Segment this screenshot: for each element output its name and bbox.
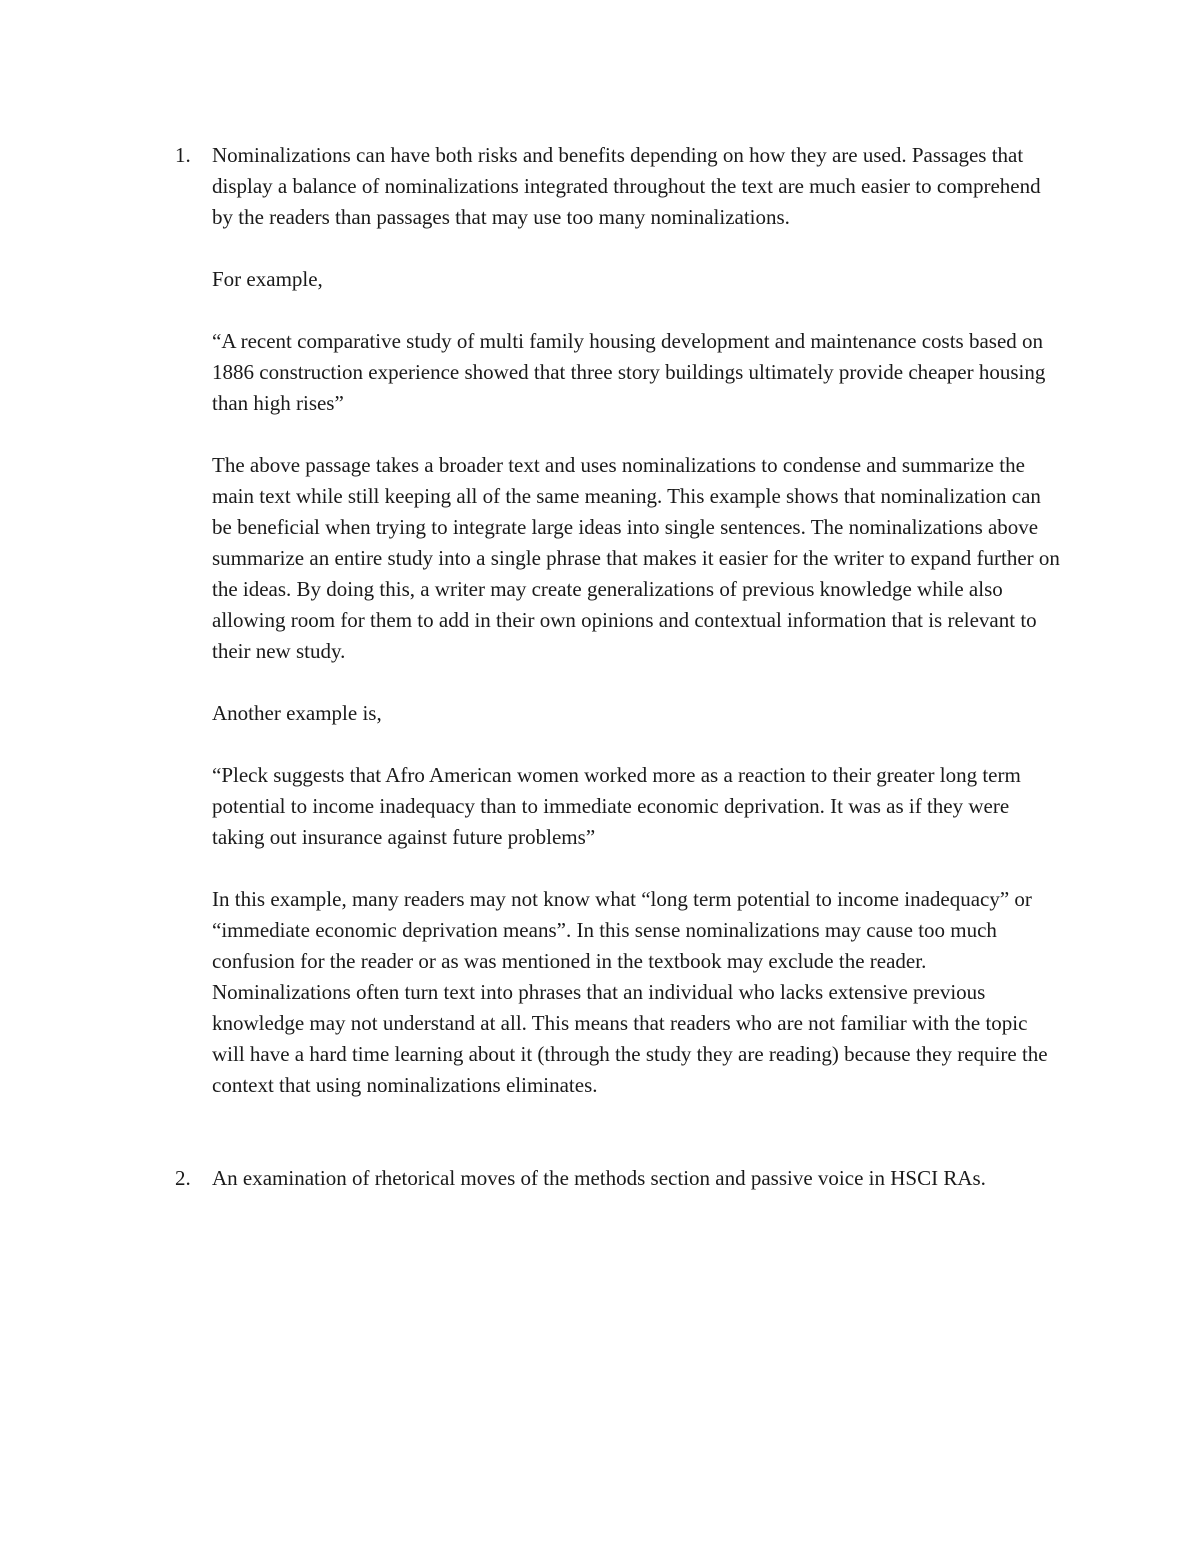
paragraph-second-quote: “Pleck suggests that Afro American women worked more as a reaction to their greater long term potential to income inadequacy than to immediate economic deprivation. It was as if they were taking out insurance against future problems” [212, 763, 1021, 849]
list-item-2 [0, 1163, 1062, 1194]
list-item-1 [0, 140, 1062, 1101]
list-number: 2. [175, 1166, 191, 1190]
paragraph-another-example-label: Another example is, [212, 701, 382, 725]
paragraph-second-analysis: In this example, many readers may not know what “long term potential to income inadequacy” or “immediate economic deprivation means”. In this sense nominalizations may cause too much confusion for the reader or as was mentioned in the textbook may exclude the reader. Nominalizations often turn text into phrases that an individual who lacks extensive previous knowledge may not understand at all. This means that readers who are not familiar with the topic will have a hard time learning about it (through the study they are reading) because they require the context that using nominalizations eliminates. [212, 887, 1048, 1097]
paragraph-analysis: The above passage takes a broader text and uses nominalizations to condense and summarize the main text while still keeping all of the same meaning. This example shows that nominalization can be beneficial when trying to integrate large ideas into single sentences. The nominalizations above summarize an entire study into a single phrase that makes it easier for the writer to expand further on the ideas. By doing this, a writer may create generalizations of previous knowledge while also allowing room for them to add in their own opinions and contextual information that is relevant to their new study. [212, 453, 1060, 663]
paragraph-examination: An examination of rhetorical moves of the methods section and passive voice in HSCI RAs. [212, 1166, 986, 1190]
paragraph-example-label: For example, [212, 267, 323, 291]
numbered-list [0, 140, 1200, 1194]
paragraph-intro: Nominalizations can have both risks and benefits depending on how they are used. Passages that display a balance of nominalizations integrated throughout the text are much easier to comprehend by the readers than passages that may use too many nominalizations. [212, 143, 1041, 229]
paragraph-example-quote: “A recent comparative study of multi family housing development and maintenance costs based on 1886 construction experience showed that three story buildings ultimately provide cheaper housing than high rises” [212, 329, 1046, 415]
list-number: 1. [175, 143, 191, 167]
